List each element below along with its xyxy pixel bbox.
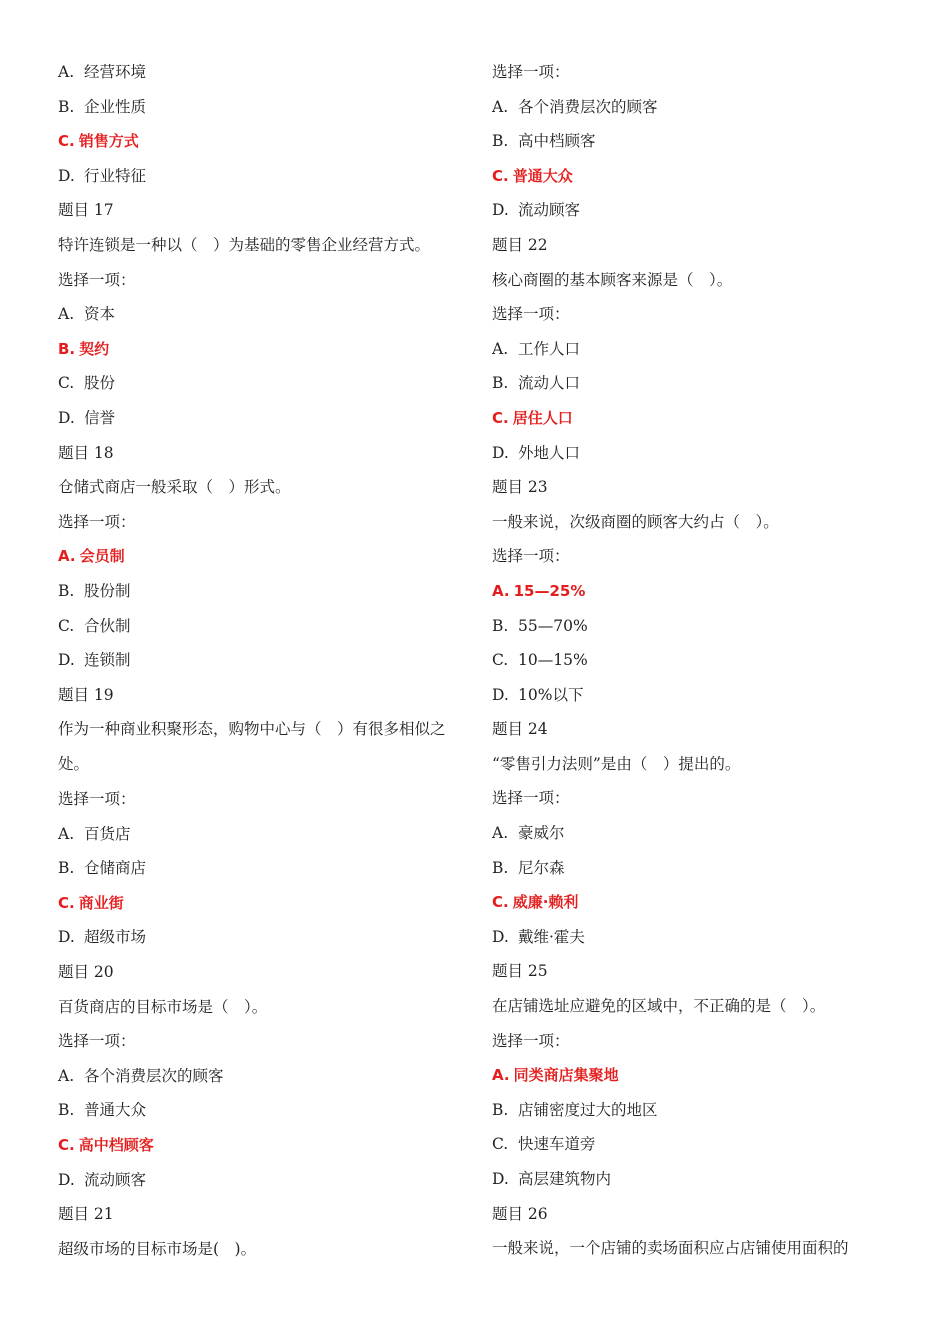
correct-answer-option [492,892,912,912]
option-letter: A. [492,339,509,358]
question-text: “零售引力法则”是由（ ）提出的。 [492,754,741,773]
answer-option [58,408,468,428]
question-text: 百货商店的目标市场是（ ）。 [58,997,268,1016]
option-letter: A. [58,547,76,566]
option-text: 15—25% [513,581,586,600]
option-letter: B. [58,97,75,116]
answer-option [492,650,912,670]
option-text: 高层建筑物内 [518,1170,612,1188]
option-letter: D. [58,1170,75,1189]
answer-option [492,927,912,947]
choose-one-prompt: 选择一项： [492,1031,570,1050]
option-text: 商业街 [78,893,124,912]
question-number: 题目 22 [492,235,548,254]
correct-answer-option [492,408,912,428]
answer-option [492,685,912,705]
option-letter: A. [492,824,509,843]
question-number: 题目 26 [492,1204,548,1223]
option-text: 尼尔森 [518,858,565,877]
left-column [58,62,468,1273]
option-text: 流动人口 [518,374,581,393]
question-number: 题目 21 [58,1205,114,1224]
question-text: 一般来说，一个店铺的卖场面积应占店铺使用面积的 [492,1239,849,1258]
choose-one-prompt: 选择一项： [492,789,570,808]
choose-one-prompt: 选择一项： [492,305,570,324]
option-letter: D. [58,651,75,670]
option-text: 10%以下 [518,685,584,704]
option-letter: A. [58,305,75,324]
option-text: 流动顾客 [84,1170,147,1189]
option-letter: D. [492,685,509,704]
option-letter: C. [492,166,509,185]
correct-answer-option [58,893,468,913]
answer-option [58,97,468,117]
option-text: 连锁制 [84,651,131,670]
option-letter: A. [58,63,75,81]
choose-one-prompt: 选择一项： [58,512,136,531]
option-letter: D. [58,928,75,947]
question-text: 在店铺选址应避免的区域中，不正确的是（ ）。 [492,997,826,1016]
option-letter: C. [58,1136,75,1154]
option-text: 流动顾客 [518,201,581,220]
right-column [492,62,912,1273]
option-text: 企业性质 [84,97,147,116]
option-letter: B. [492,1100,509,1119]
option-text: 普通大众 [512,166,573,185]
option-text: 经营环境 [84,63,147,81]
option-letter: C. [492,1135,509,1154]
answer-option [58,1066,468,1086]
option-text: 工作人口 [518,339,581,358]
option-letter: B. [492,374,509,393]
question-number: 题目 23 [492,478,548,497]
option-text: 高中档顾客 [518,132,596,151]
answer-option [492,1134,912,1154]
option-text: 股份制 [84,581,131,600]
option-letter: D. [492,1170,509,1188]
option-text: 10—15% [518,651,588,670]
option-letter: C. [492,408,509,427]
choose-one-prompt: 选择一项： [58,790,136,809]
option-text: 销售方式 [78,132,139,151]
question-text: 作为一种商业积聚形态，购物中心与（ ）有很多相似之处。 [58,720,446,773]
option-text: 超级市场 [84,928,147,947]
question-number: 题目 19 [58,685,114,704]
option-text: 店铺密度过大的地区 [518,1100,658,1119]
correct-answer-option [492,166,912,186]
option-letter: C. [58,132,75,151]
option-letter: A. [58,1066,75,1085]
option-letter: A. [492,1066,510,1085]
option-text: 合伙制 [84,616,131,635]
choose-one-prompt: 选择一项： [492,63,570,81]
option-letter: A. [58,824,75,843]
option-text: 行业特征 [84,166,147,185]
option-letter: C. [58,616,75,635]
question-text: 特许连锁是一种以（ ）为基础的零售企业经营方式。 [58,235,431,254]
answer-option [492,339,912,359]
option-text: 百货店 [84,824,131,843]
option-text: 各个消费层次的顾客 [84,1066,224,1085]
question-number: 题目 25 [492,962,548,981]
answer-option [58,824,468,844]
answer-option [492,97,912,117]
option-letter: D. [492,927,509,946]
question-text: 超级市场的目标市场是( )。 [58,1239,257,1258]
answer-option [58,927,468,947]
answer-option [58,1100,468,1120]
answer-option [492,131,912,151]
option-text: 戴维·霍夫 [518,927,585,946]
answer-option [58,166,468,186]
answer-option [492,823,912,843]
correct-answer-option [58,546,468,566]
option-letter: C. [492,651,509,670]
answer-option [58,1170,468,1190]
option-letter: D. [58,166,75,185]
option-letter: A. [492,581,510,600]
answer-option [492,616,912,636]
option-letter: C. [58,374,75,393]
option-letter: B. [58,859,75,878]
question-number: 题目 20 [58,963,114,982]
option-letter: B. [58,581,75,600]
option-letter: B. [58,339,76,358]
answer-option [492,1100,912,1120]
option-letter: D. [58,408,75,427]
correct-answer-option [492,1065,912,1085]
option-letter: C. [492,893,509,912]
question-number: 题目 18 [58,443,114,462]
answer-option [58,650,468,670]
option-text: 仓储商店 [84,859,147,878]
option-text: 同类商店集聚地 [513,1066,619,1085]
answer-option [492,200,912,220]
answer-option [58,616,468,636]
option-text: 信誉 [84,408,116,427]
option-text: 各个消费层次的顾客 [518,97,658,116]
option-letter: B. [492,132,509,151]
answer-option [492,373,912,393]
answer-option [58,858,468,878]
option-letter: B. [58,1101,75,1120]
answer-option [58,62,468,82]
option-text: 资本 [84,305,116,324]
option-text: 契约 [79,339,110,358]
option-text: 股份 [84,374,116,393]
option-text: 会员制 [79,547,125,566]
question-number: 题目 24 [492,720,548,739]
choose-one-prompt: 选择一项： [58,1032,136,1051]
correct-answer-option [58,339,468,359]
choose-one-prompt: 选择一项： [492,547,570,566]
option-text: 威廉·赖利 [512,893,579,912]
option-text: 快速车道旁 [518,1135,596,1154]
option-text: 普通大众 [84,1101,147,1120]
option-letter: D. [492,201,509,220]
answer-option [58,581,468,601]
answer-option [492,1169,912,1189]
answer-option [58,304,468,324]
option-letter: A. [492,97,509,116]
answer-option [492,858,912,878]
option-text: 豪威尔 [518,824,565,843]
question-text: 核心商圈的基本顾客来源是（ ）。 [492,270,733,289]
answer-option [58,373,468,393]
option-text: 居住人口 [512,408,573,427]
option-letter: C. [58,893,75,912]
option-letter: D. [492,443,509,462]
answer-option [492,443,912,463]
choose-one-prompt: 选择一项： [58,270,136,289]
option-text: 55—70% [518,616,588,635]
question-text: 一般来说，次级商圈的顾客大约占（ ）。 [492,512,779,531]
correct-answer-option [58,1135,468,1155]
question-number: 题目 17 [58,201,114,220]
option-text: 高中档顾客 [78,1136,154,1154]
question-text: 仓储式商店一般采取（ ）形式。 [58,478,291,497]
option-letter: B. [492,858,509,877]
option-text: 外地人口 [518,443,581,462]
correct-answer-option [58,131,468,151]
option-letter: B. [492,616,509,635]
correct-answer-option [492,581,912,601]
